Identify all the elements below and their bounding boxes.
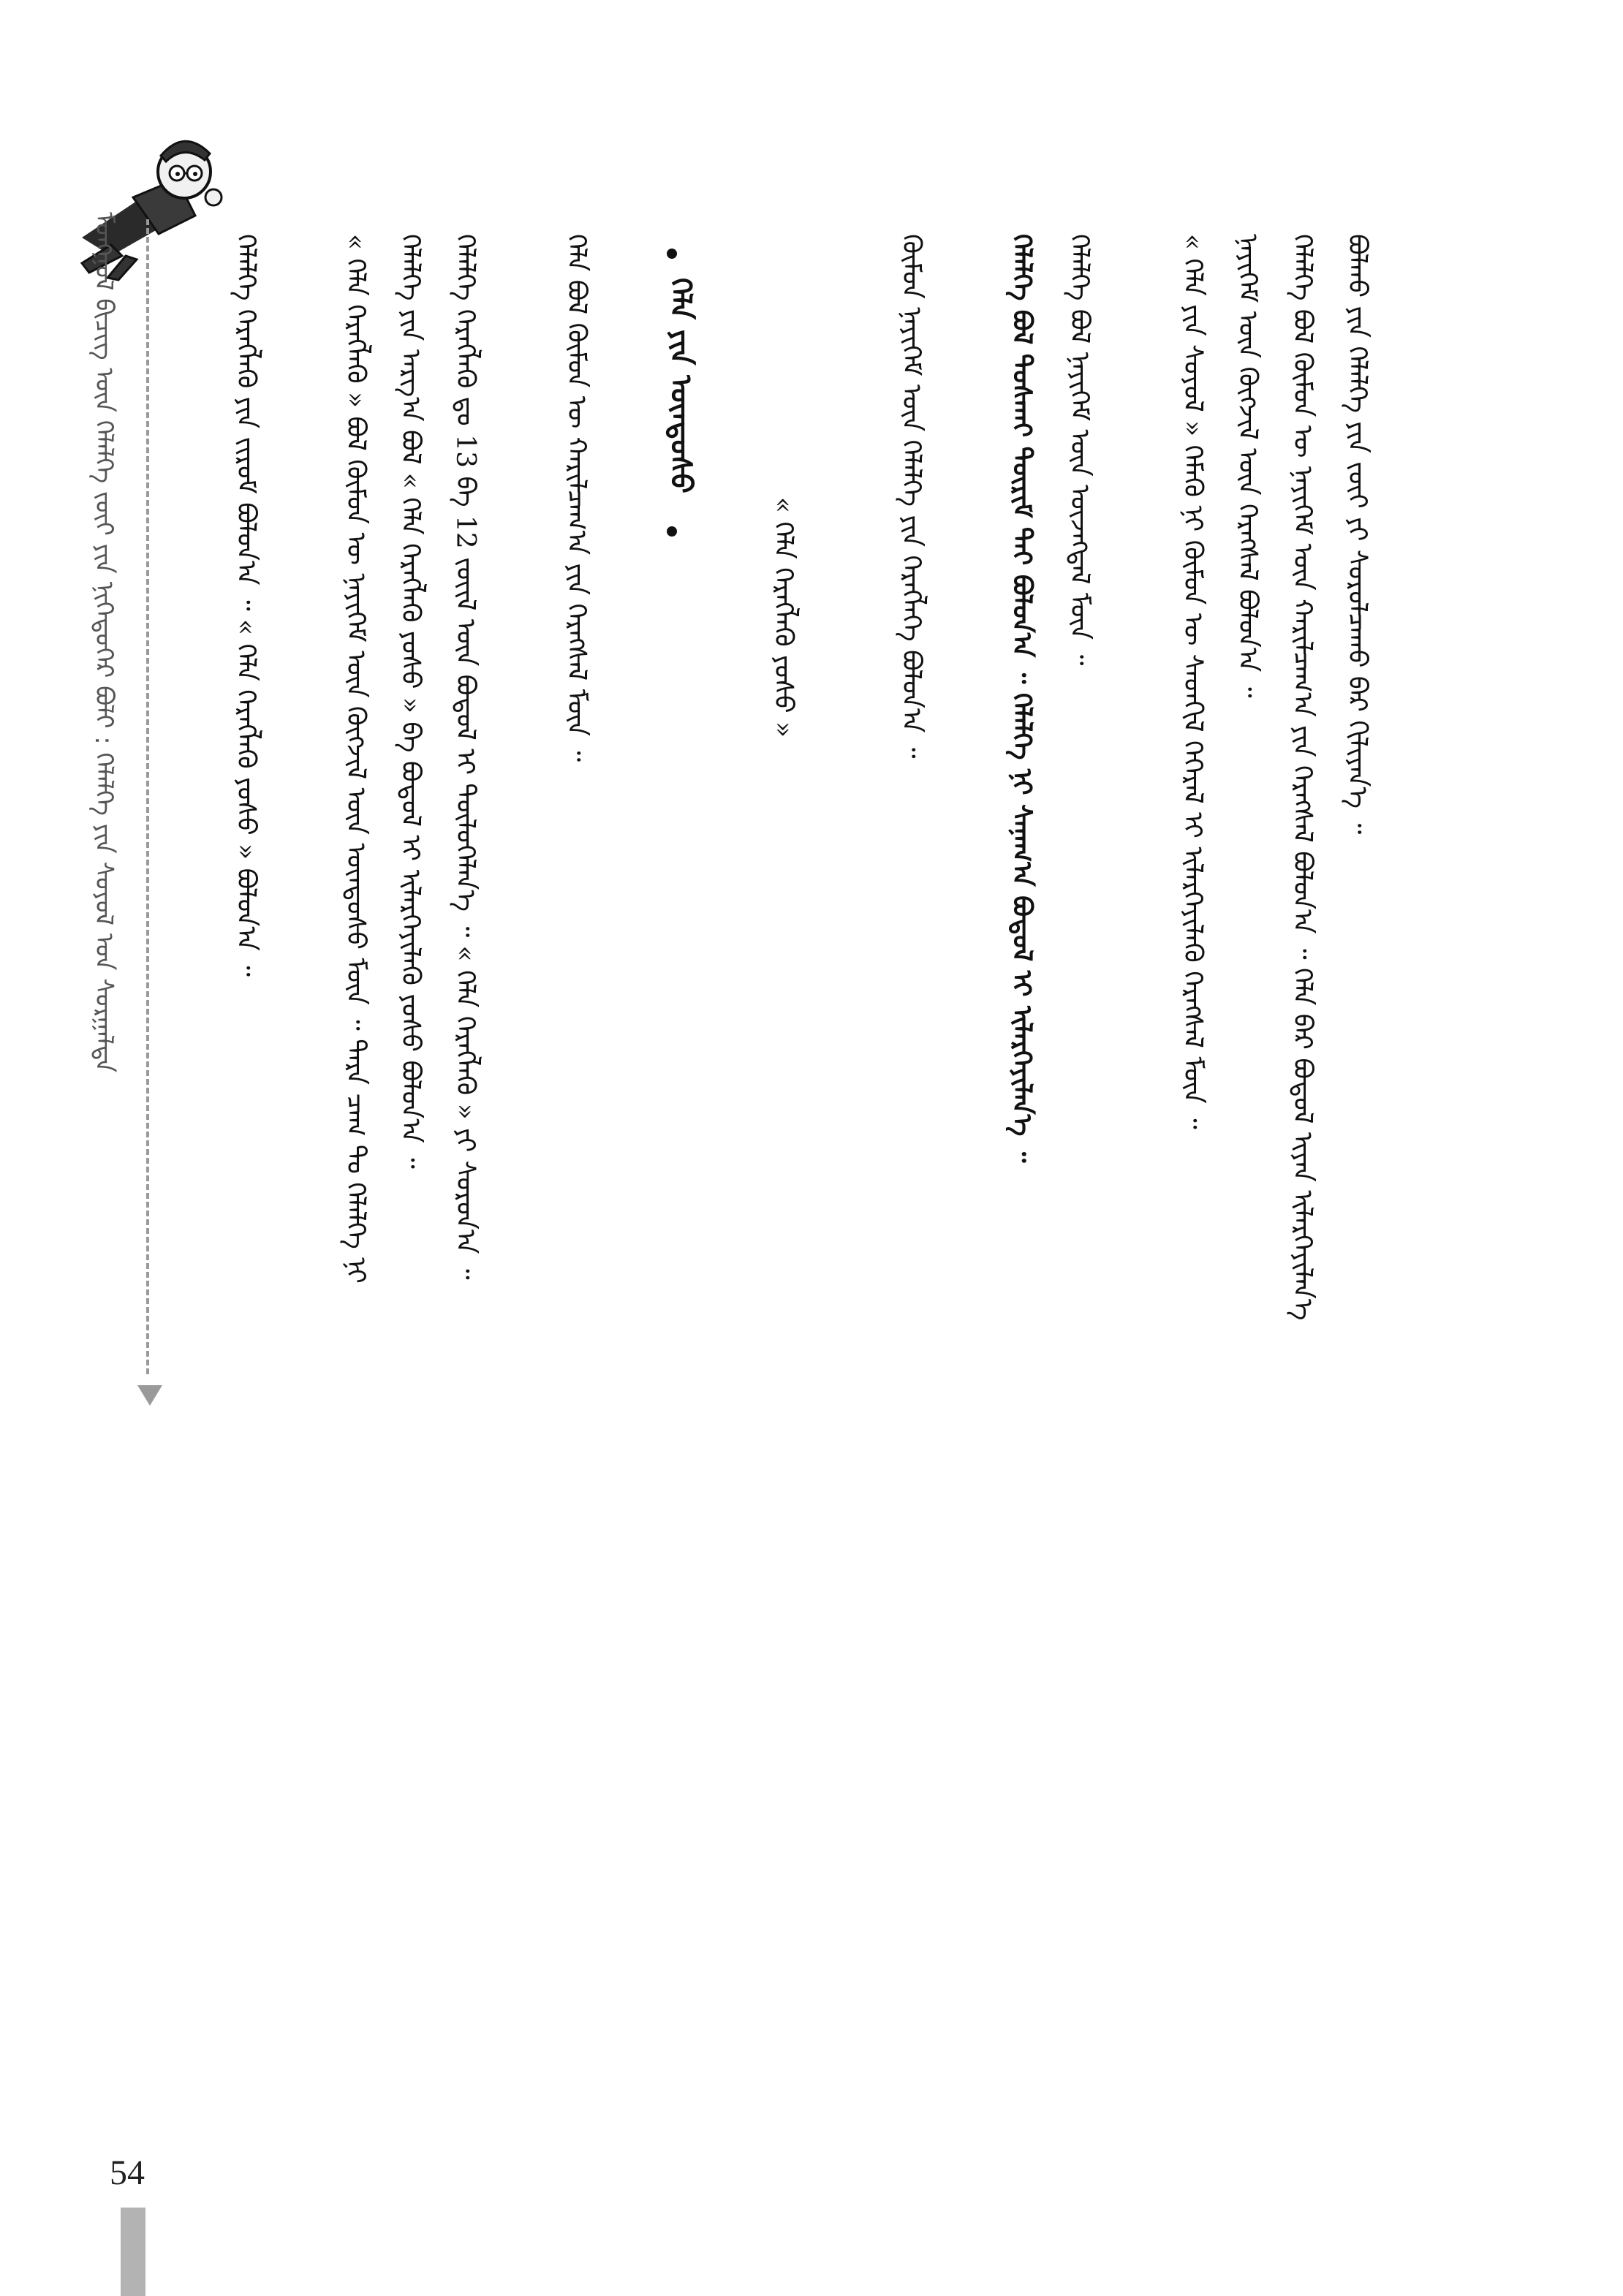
text-column: ᠬᠡᠯᠡᠯᠭᠡ ᠬᠡᠷᠡᠭᠯᠡᠬᠦ ᠳᠤ 13 ᠪᠠ 12 ᠵᠦᠢᠯ ᠦᠨ ᠪᠣᠳᠤᠯ ᠢ ᠲᠥᠯᠥᠭᠡᠯᠡᠨ᠎ᠡ ᠃ « ᠬᠡᠯᠡ ᠬᠡᠷᠡᠭᠯᠡᠬᠦ » ᠶᠢ ᠰᠤᠷᠤᠨ᠎ᠠ ᠃ — [450, 234, 480, 1280]
text-column: ᠬᠡᠯᠡᠯᠭᠡ ᠪᠤᠯ ᠬᠦᠮᠦᠨ ᠦ ᠨᠡᠶᠢᠭᠡᠮ ᠦᠨ ᠬᠠᠷᠢᠯᠴᠠᠭ᠎ᠠ ᠶᠢᠨ ᠬᠡᠷᠡᠭᠰᠡᠯ ᠪᠣᠯᠤᠨ᠎ᠠ ᠃ ᠬᠡᠯᠡ ᠪᠠᠷ ᠪᠣᠳᠤᠯ ᠢᠶᠡᠨ ᠢᠯᠡᠷᠬᠡᠶᠢᠯᠡᠨ᠎ᠡ — [1287, 234, 1317, 1321]
header-arrow-icon — [137, 1385, 162, 1406]
text-column: ᠬᠡᠯᠡ ᠪᠣᠯ ᠬᠦᠮᠦᠨ ᠦ ᠬᠠᠷᠢᠯᠴᠠᠭ᠎ᠠ ᠶᠢᠨ ᠬᠡᠷᠡᠭᠰᠡᠯ ᠮᠥᠨ ᠃ — [561, 234, 591, 762]
heading-bullet — [667, 249, 677, 259]
text-column: ᠬᠡᠯᠡᠯᠭᠡ ᠪᠣᠯ ᠨᠡᠶᠢᠭᠡᠮ ᠦᠨ ᠦᠵᠡᠭᠳᠡᠯ ᠮᠥᠨ ᠃ — [1064, 234, 1094, 666]
text-column: « ᠬᠡᠯᠡ ᠬᠡᠷᠡᠭᠯᠡᠬᠦ ᠶᠣᠰᠣ » — [768, 497, 798, 738]
text-column: ᠨᠡᠶᠢᠭᠡᠮ ᠦᠨ ᠬᠥᠭᠵᠢᠯ ᠦᠨ ᠬᠡᠷᠡᠭᠰᠡᠯ ᠪᠣᠯᠤᠨ᠎ᠠ ᠃ — [1233, 234, 1263, 698]
text-column: ᠪᠣᠯᠬᠤ ᠶᠢᠨ ᠬᠡᠯᠡᠯᠭᠡ ᠶᠢᠨ ᠵᠦᠢ ᠶᠢ ᠰᠤᠷᠤᠯᠴᠠᠬᠤ ᠪᠠᠷ ᠬᠢᠯᠢᠶᠡᠨ᠎ᠡ ᠃ — [1342, 234, 1372, 835]
text-column: ᠬᠡᠯᠡᠯᠭᠡ ᠶᠢᠨ ᠠᠷᠭ᠎ᠠ ᠪᠣᠯ « ᠬᠡᠯᠡ ᠬᠡᠷᠡᠭᠯᠡᠬᠦ ᠶᠣᠰᠣ » ᠪᠠ ᠪᠣᠳᠤᠯ ᠢ ᠢᠯᠡᠷᠬᠡᠶᠢᠯᠡᠬᠦ ᠶᠣᠰᠣ ᠪᠣᠯᠤᠨ᠎ᠠ ᠃ — [396, 234, 425, 1169]
heading-bullet — [667, 526, 677, 537]
running-header: ᠮᠣᠩᠭᠣᠯ ᠪᠢᠴᠢᠭ᠌ ᠦᠨ ᠬᠡᠯᠡᠯᠭᠡ ᠵᠦᠢ ᠶᠢᠨ ᠨᠢᠭᠡᠳᠦᠭᠡᠷ ᠪᠣᠯᠢ : ᠬᠡᠯᠡᠯᠭᠡ ᠶᠢᠨ ᠰᠣᠶᠣᠯ ᠤᠨ ᠰᠤᠷᠭᠠᠯᠲᠠ — [89, 212, 118, 1073]
text-column: ᠬᠦᠮᠦᠨ ᠨᠡᠶᠢᠭᠡᠮ ᠦᠨ ᠬᠡᠯᠡᠯᠭᠡ ᠶᠢᠨ ᠬᠡᠷᠡᠭᠯᠡᠭᠡ ᠪᠣᠯᠤᠨ᠎ᠠ ᠃ — [896, 234, 926, 759]
text-column: « ᠬᠡᠯᠡ ᠬᠡᠷᠡᠭᠯᠡᠬᠦ » ᠪᠣᠯ ᠬᠦᠮᠦᠨ ᠦ ᠨᠡᠶᠢᠭᠡᠮ ᠦᠨ ᠬᠥᠭᠵᠢᠯ ᠦᠨ ᠦᠨᠳᠦᠰᠦ ᠮᠥᠨ ᠃ ᠲᠡᠷᠡ ᠴᠠᠭ ᠲᠤ ᠬᠡᠯᠡᠯᠭᠡ ᠨᠢ — [341, 234, 371, 1284]
text-column: ᠬᠡᠯᠡᠯᠭᠡ ᠬᠡᠷᠡᠭᠯᠡᠬᠦ ᠶᠢᠨ ᠵᠢᠷᠤᠮ ᠪᠣᠯᠤᠨ᠎ᠠ ᠃ « ᠬᠡᠯᠡ ᠬᠡᠷᠡᠭᠯᠡᠬᠦ ᠶᠣᠰᠣ » ᠪᠣᠯᠤᠨ᠎ᠠ ᠃ — [231, 234, 261, 977]
header-divider — [146, 219, 149, 1374]
page-number: 54 — [110, 2153, 145, 2192]
text-column-emphasis: ᠬᠡᠯᠡᠯᠭᠡ ᠪᠤᠯ ᠲᠤᠰᠬᠠᠶ ᠳᠦᠷᠢᠮ ᠲᠡᠢ ᠪᠣᠯᠤᠨ᠎ᠠ ᠃ ᠬᠡᠯᠡᠯᠭᠡ ᠨᠢ ᠰᠠᠨᠠᠭ᠎ᠠ ᠪᠣᠳᠤᠯ ᠢ ᠢᠯᠡᠷᠬᠡᠶᠢᠯᠡᠨ᠎ᠡ ᠃ — [1007, 234, 1037, 1163]
page-edge-bar — [121, 2208, 145, 2296]
text-column: « ᠬᠡᠯᠡ ᠶᠢᠨ ᠰᠣᠶᠣᠯ » ᠬᠡᠮᠡᠬᠦ ᠨᠢ ᠬᠦᠮᠦᠨ ᠦ ᠰᠡᠳᠬᠢᠯ ᠭᠡᠭᠡᠷᠡᠯ ᠢ ᠢᠯᠡᠷᠬᠡᠶᠢᠯᠡᠬᠦ ᠬᠡᠷᠡᠭᠰᠡᠯ ᠮᠥᠨ ᠃ — [1178, 234, 1208, 1129]
section-heading: ᠬᠡᠯᠡ ᠶᠢᠨ ᠦᠨᠳᠦᠰᠦ — [664, 278, 698, 494]
